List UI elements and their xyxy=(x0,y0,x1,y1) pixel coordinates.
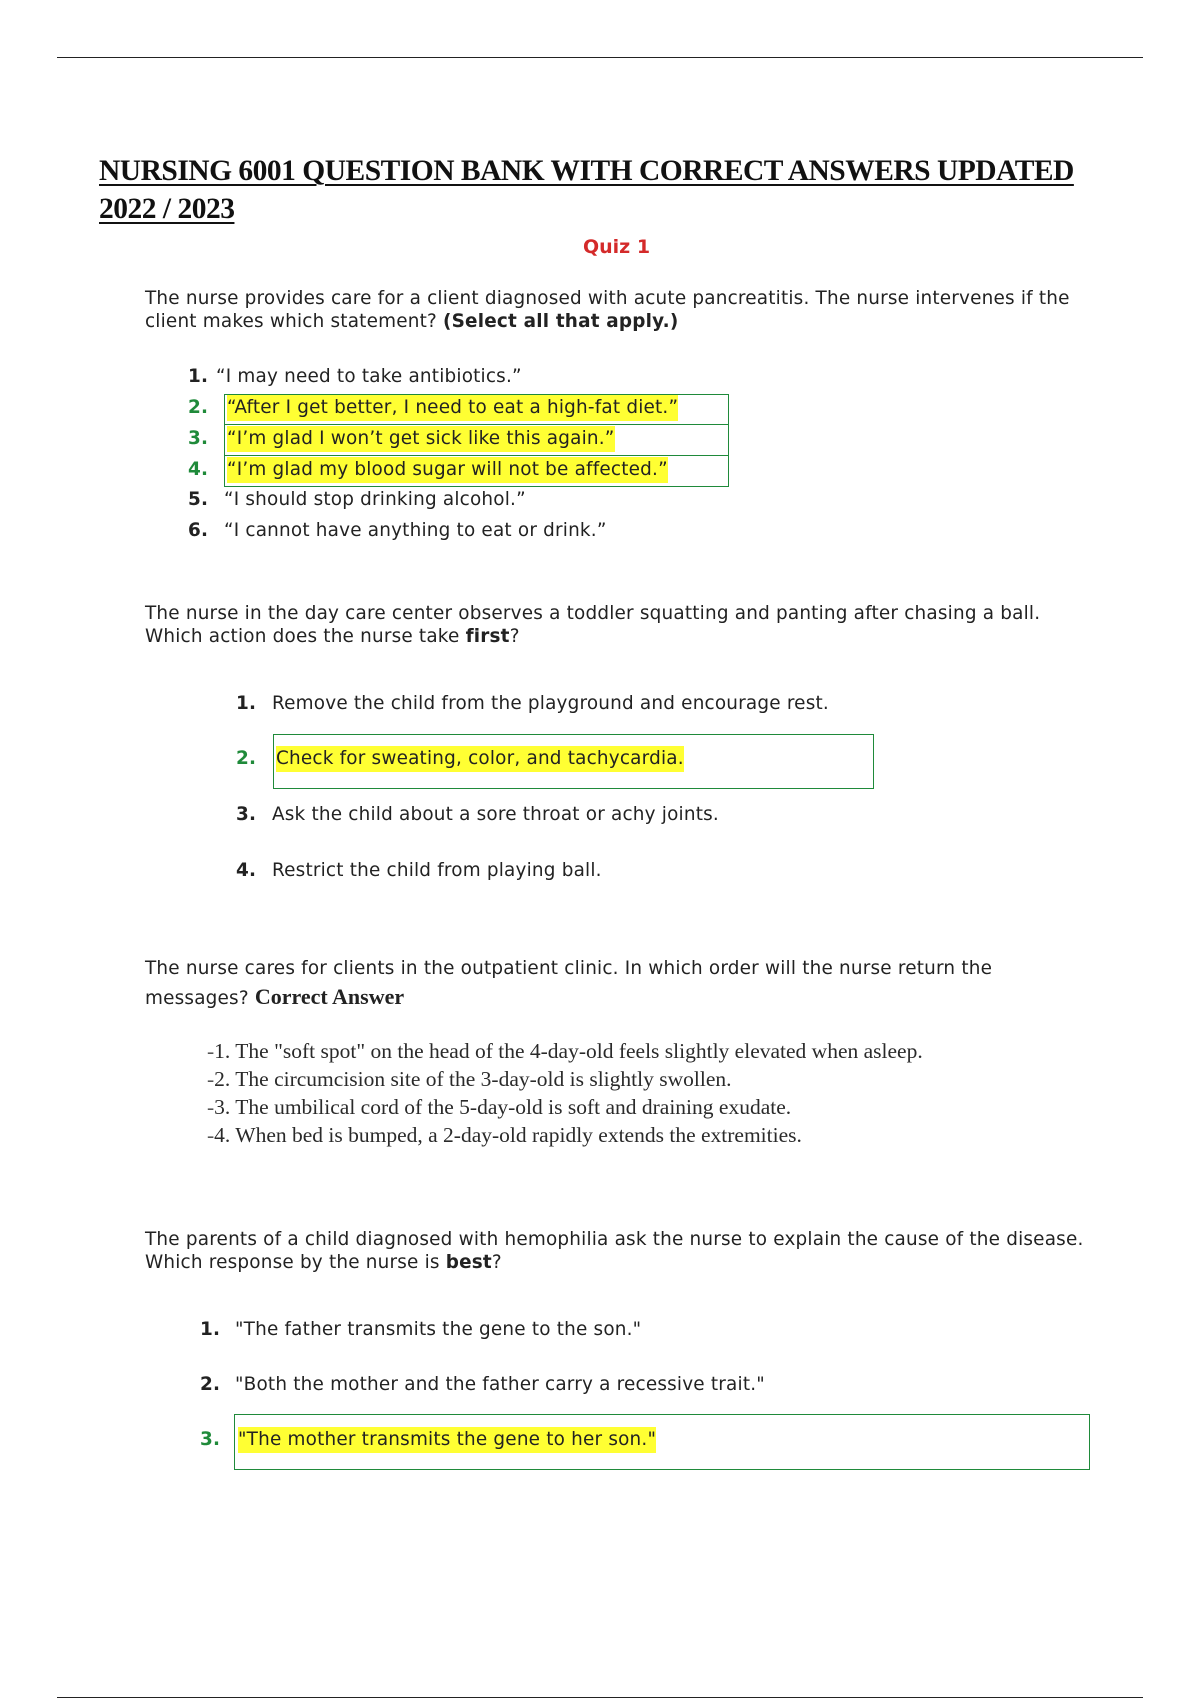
quiz-heading: Quiz 1 xyxy=(582,236,651,258)
question-4-stem-text: The parents of a child diagnosed with hemophilia ask the nurse to explain the cause of the disease. Which response by the nurse is xyxy=(145,1229,1084,1273)
option-number: 3. xyxy=(236,804,257,825)
question-2-option-2 xyxy=(236,746,936,772)
question-4-option-3 xyxy=(200,1427,1100,1453)
question-2-stem-emphasis: first xyxy=(465,626,510,647)
question-4-stem-end: ? xyxy=(491,1252,502,1273)
order-dash: - xyxy=(207,1039,215,1063)
option-number: 3. xyxy=(200,1429,221,1450)
question-3-stem xyxy=(145,955,1085,1013)
top-rule xyxy=(57,57,1143,58)
question-1-option-2 xyxy=(188,395,748,421)
option-text: “I cannot have anything to eat or drink.” xyxy=(224,520,607,541)
option-number: 5. xyxy=(188,489,209,510)
option-text: “After I get better, I need to eat a high-fat diet.” xyxy=(227,395,678,421)
order-text: 4. When bed is bumped, a 2-day-old rapidly extends the extremities. xyxy=(214,1123,802,1147)
question-2-stem-end: ? xyxy=(509,626,520,647)
order-dash: - xyxy=(207,1123,215,1147)
question-3-order-1 xyxy=(207,1037,923,1065)
option-number: 1. xyxy=(236,693,257,714)
question-2-option-1 xyxy=(236,691,936,717)
question-2-stem-text: The nurse in the day care center observes a toddler squatting and panting after chasing a ball. Which action does the nurse take xyxy=(145,603,1041,647)
bottom-rule xyxy=(57,1697,1143,1698)
order-text: 2. The circumcision site of the 3-day-old is slightly swollen. xyxy=(214,1067,732,1091)
question-4-option-2 xyxy=(200,1372,1100,1398)
option-text: "The father transmits the gene to the son." xyxy=(235,1319,642,1340)
question-3-order-2 xyxy=(207,1065,731,1093)
question-2-stem xyxy=(145,602,1085,648)
document-title-line1: NURSING 6001 QUESTION BANK WITH CORRECT ANSWERS UPDATED xyxy=(99,155,1074,187)
option-text: "The mother transmits the gene to her son." xyxy=(238,1427,656,1453)
order-dash: - xyxy=(207,1067,215,1091)
option-number: 6. xyxy=(188,520,209,541)
question-3-stem-text: The nurse cares for clients in the outpatient clinic. In which order will the nurse return the messages? xyxy=(145,958,993,1009)
option-text: "Both the mother and the father carry a recessive trait." xyxy=(235,1374,765,1395)
option-number: 2. xyxy=(236,748,257,769)
option-text: “I may need to take antibiotics.” xyxy=(216,366,522,387)
question-1-option-3 xyxy=(188,426,748,452)
option-text: Ask the child about a sore throat or achy joints. xyxy=(272,804,719,825)
document-title xyxy=(99,152,1200,228)
question-1-stem xyxy=(145,287,1085,333)
option-text: “I’m glad I won’t get sick like this again.” xyxy=(227,426,615,452)
question-3-order-3 xyxy=(207,1093,791,1121)
option-number: 2. xyxy=(188,397,209,418)
question-2-option-4 xyxy=(236,858,936,884)
option-text: Restrict the child from playing ball. xyxy=(272,860,602,881)
question-1-option-1 xyxy=(188,364,748,390)
option-number: 4. xyxy=(188,459,209,480)
question-4-option-1 xyxy=(200,1317,1100,1343)
option-text: Remove the child from the playground and encourage rest. xyxy=(272,693,829,714)
option-number: 1. xyxy=(188,366,209,387)
option-number: 2. xyxy=(200,1374,221,1395)
option-text: “I should stop drinking alcohol.” xyxy=(224,489,526,510)
document-title-line2: 2022 / 2023 xyxy=(99,193,235,225)
question-1-stem-emphasis: (Select all that apply.) xyxy=(443,311,679,332)
option-text: Check for sweating, color, and tachycardia. xyxy=(276,746,684,772)
question-4-stem xyxy=(145,1228,1085,1274)
question-2-option-3 xyxy=(236,802,936,828)
question-1-stem-text: The nurse provides care for a client diagnosed with acute pancreatitis. The nurse intervenes if the client makes which statement? xyxy=(145,288,1070,332)
question-1-option-6 xyxy=(188,518,748,544)
order-text: 3. The umbilical cord of the 5-day-old is soft and draining exudate. xyxy=(214,1095,792,1119)
question-3-order-4 xyxy=(207,1121,802,1149)
option-number: 3. xyxy=(188,428,209,449)
question-1-answer-divider-2 xyxy=(224,455,729,456)
question-1-option-4 xyxy=(188,457,748,483)
question-4-stem-emphasis: best xyxy=(445,1252,492,1273)
option-number: 4. xyxy=(236,860,257,881)
option-number: 1. xyxy=(200,1319,221,1340)
question-1-answer-divider-1 xyxy=(224,424,729,425)
question-1-option-5 xyxy=(188,487,748,513)
order-dash: - xyxy=(207,1095,215,1119)
order-text: 1. The "soft spot" on the head of the 4-day-old feels slightly elevated when asleep. xyxy=(214,1039,923,1063)
option-text: “I’m glad my blood sugar will not be affected.” xyxy=(227,457,668,483)
question-3-stem-emphasis: Correct Answer xyxy=(254,984,405,1009)
